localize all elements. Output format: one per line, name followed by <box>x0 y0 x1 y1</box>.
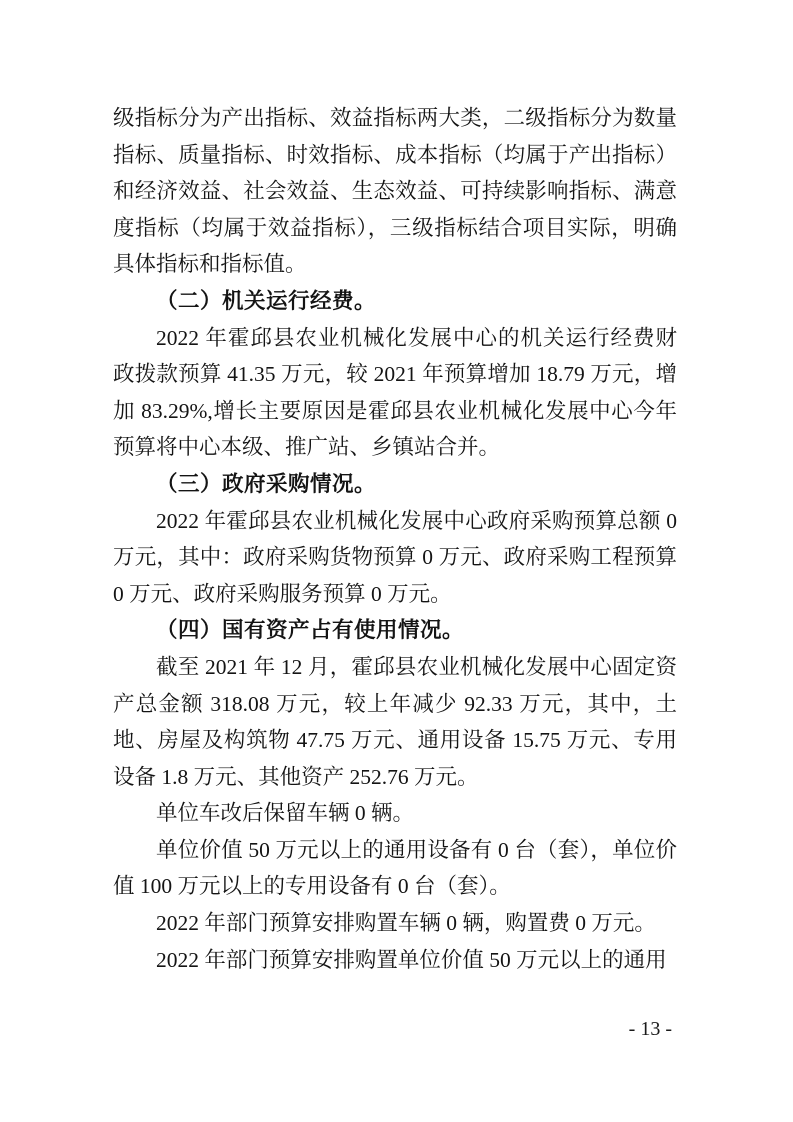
paragraph: 单位价值 50 万元以上的通用设备有 0 台（套），单位价值 100 万元以上的专用设备有 0 台（套）。 <box>113 837 677 899</box>
paragraph: 2022 年部门预算安排购置车辆 0 辆，购置费 0 万元。 <box>156 911 656 936</box>
section-heading: （二）机关运行经费。 <box>156 288 377 313</box>
paragraph: 2022 年霍邱县农业机械化发展中心政府采购预算总额 0 万元，其中：政府采购货物预算 0 万元、政府采购工程预算 0 万元、政府采购服务预算 0 万元。 <box>113 508 677 606</box>
paragraph: 单位车改后保留车辆 0 辆。 <box>156 801 415 826</box>
paragraph: 2022 年霍邱县农业机械化发展中心的机关运行经费财政拨款预算 41.35 万元，较 2021 年预算增加 18.79 万元，增加 83.29%,增长主要原因是霍邱县农业机械化发展中心今年预算将中心本级、推广站、乡镇站合并。 <box>113 325 677 460</box>
paragraph: 级指标分为产出指标、效益指标两大类，二级指标分为数量指标、质量指标、时效指标、成本指标（均属于产出指标）和经济效益、社会效益、生态效益、可持续影响指标、满意度指标（均属于效益指标），三级指标结合项目实际，明确具体指标和指标值。 <box>113 106 677 277</box>
paragraph: 截至 2021 年 12 月，霍邱县农业机械化发展中心固定资产总金额 318.08 万元，较上年减少 92.33 万元，其中，土地、房屋及构筑物 47.75 万元、通用设备 15.75 万元、专用设备 1.8 万元、其他资产 252.76 万元。 <box>113 654 677 789</box>
section-heading: （四）国有资产占有使用情况。 <box>156 618 465 643</box>
page-number: - 13 - <box>628 1018 672 1040</box>
document-body <box>113 100 677 978</box>
paragraph: 2022 年部门预算安排购置单位价值 50 万元以上的通用 <box>156 947 667 972</box>
section-heading: （三）政府采购情况。 <box>156 471 377 496</box>
